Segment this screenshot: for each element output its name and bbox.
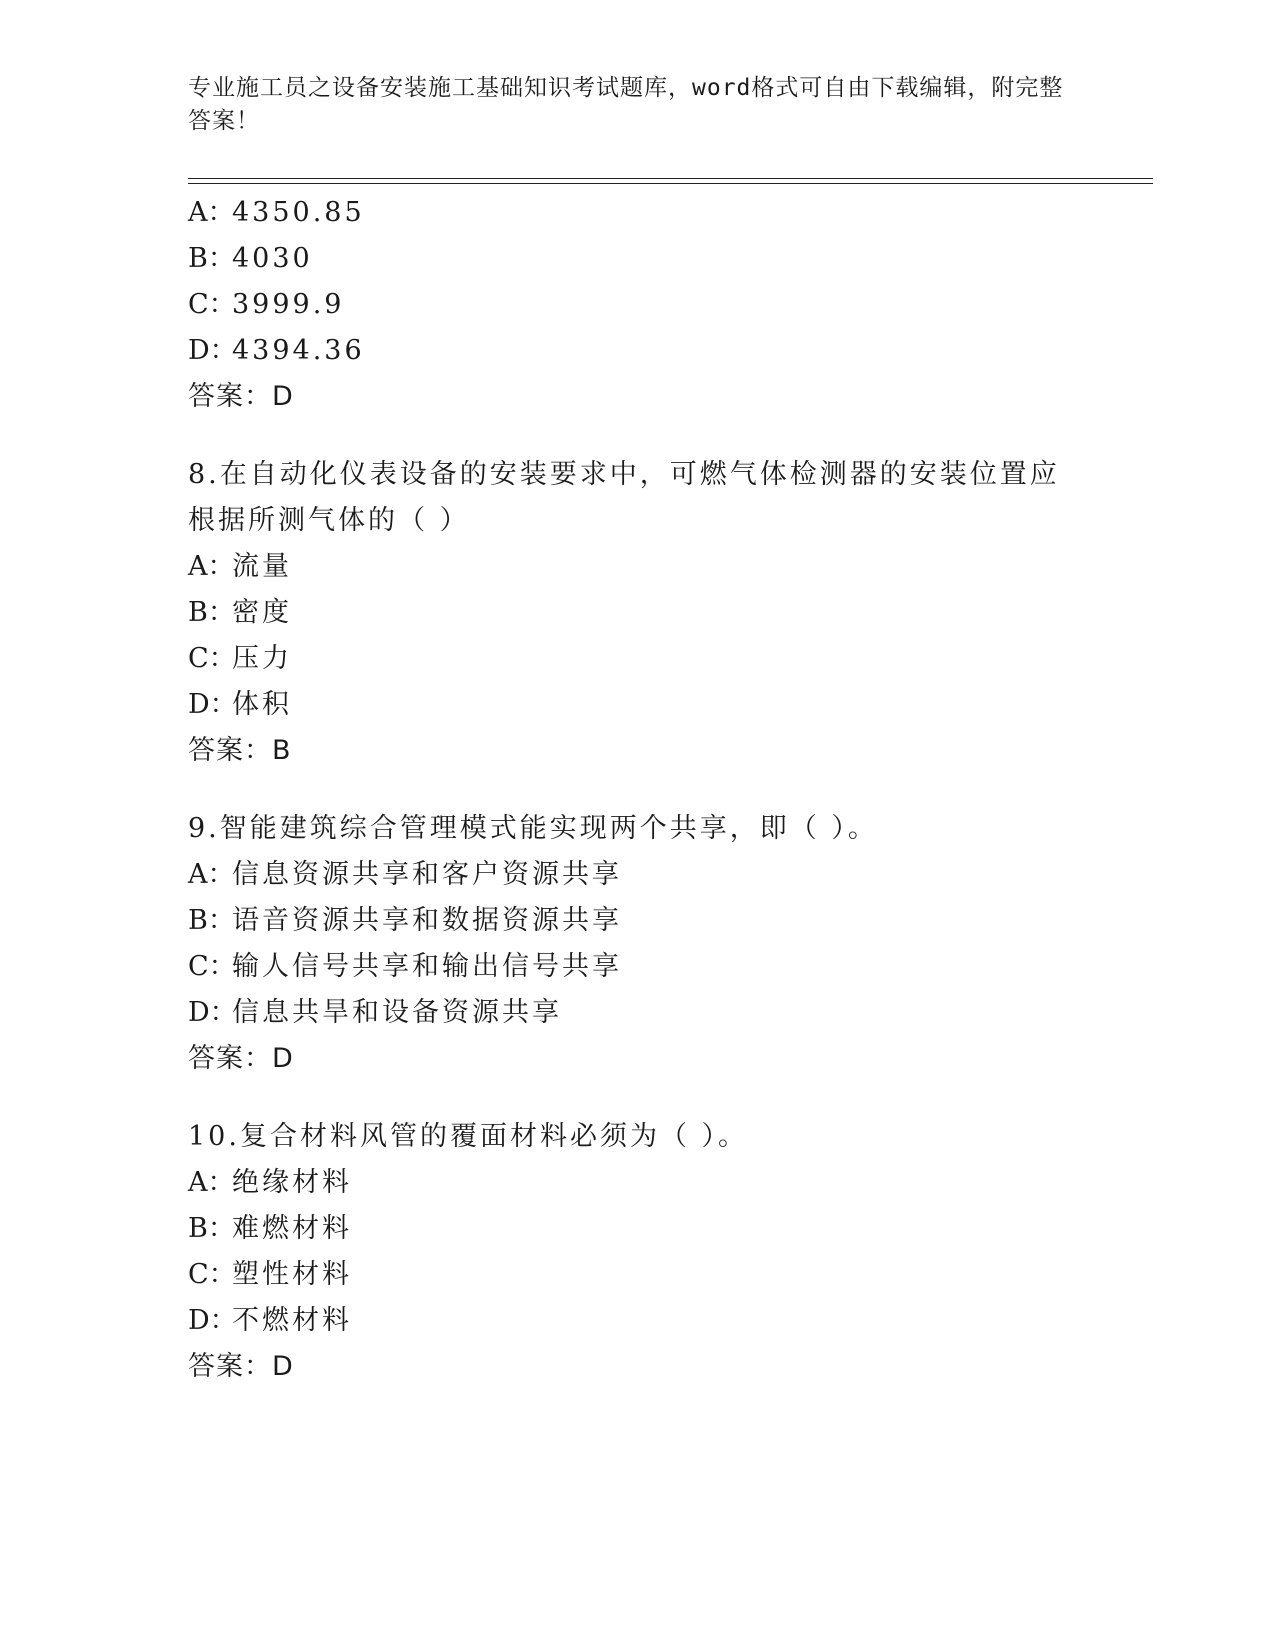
option-letter: C： bbox=[188, 289, 236, 320]
option-a bbox=[188, 190, 1088, 236]
option-b bbox=[188, 1206, 1088, 1252]
option-text: 4394.36 bbox=[232, 335, 365, 366]
option-c bbox=[188, 1252, 1088, 1298]
option-text: 信息共旱和设备资源共享 bbox=[232, 997, 562, 1028]
option-c bbox=[188, 944, 1088, 990]
option-text: 绝缘材料 bbox=[232, 1167, 352, 1198]
option-letter: C： bbox=[188, 643, 236, 674]
question-list bbox=[188, 190, 1088, 1390]
option-b bbox=[188, 590, 1088, 636]
answer-line: 答案：B bbox=[188, 735, 292, 766]
option-text: 信息资源共享和客户资源共享 bbox=[232, 859, 622, 890]
document-header: 专业施工员之设备安装施工基础知识考试题库，word格式可自由下载编辑，附完整答案！ bbox=[188, 75, 1064, 134]
question-9 bbox=[188, 806, 1088, 1082]
option-text: 压力 bbox=[232, 643, 292, 674]
option-text: 输人信号共享和输出信号共享 bbox=[232, 951, 622, 982]
option-d bbox=[188, 328, 1088, 374]
header-divider-bottom bbox=[188, 183, 1153, 184]
option-d bbox=[188, 682, 1088, 728]
option-letter: B： bbox=[188, 243, 235, 274]
option-text: 难燃材料 bbox=[232, 1213, 352, 1244]
option-text: 4030 bbox=[232, 243, 313, 274]
header-divider-top bbox=[188, 178, 1153, 179]
option-letter: D： bbox=[188, 689, 237, 720]
option-text: 3999.9 bbox=[232, 289, 345, 320]
option-letter: B： bbox=[188, 597, 235, 628]
option-text: 语音资源共享和数据资源共享 bbox=[232, 905, 622, 936]
spacer bbox=[188, 1082, 1088, 1114]
spacer bbox=[188, 420, 1088, 452]
option-c bbox=[188, 636, 1088, 682]
option-letter: C： bbox=[188, 1259, 236, 1290]
option-letter: C： bbox=[188, 951, 236, 982]
option-text: 体积 bbox=[232, 689, 292, 720]
option-letter: B： bbox=[188, 1213, 235, 1244]
question-text: 9.智能建筑综合管理模式能实现两个共享，即（ ）。 bbox=[188, 813, 878, 844]
option-text: 密度 bbox=[232, 597, 292, 628]
question-8 bbox=[188, 452, 1088, 774]
option-a bbox=[188, 1160, 1088, 1206]
option-d bbox=[188, 990, 1088, 1036]
answer-line: 答案：D bbox=[188, 1351, 294, 1382]
option-letter: D： bbox=[188, 1305, 237, 1336]
option-b bbox=[188, 236, 1088, 282]
answer-line: 答案：D bbox=[188, 381, 294, 412]
question-text: 10.复合材料风管的覆面材料必须为（ ）。 bbox=[188, 1121, 749, 1152]
option-letter: A： bbox=[188, 859, 235, 890]
option-c bbox=[188, 282, 1088, 328]
question-7 bbox=[188, 190, 1088, 420]
option-a bbox=[188, 852, 1088, 898]
option-a bbox=[188, 544, 1088, 590]
question-10 bbox=[188, 1114, 1088, 1390]
option-letter: A： bbox=[188, 551, 235, 582]
option-d bbox=[188, 1298, 1088, 1344]
option-letter: B： bbox=[188, 905, 235, 936]
option-text: 4350.85 bbox=[232, 197, 365, 228]
spacer bbox=[188, 774, 1088, 806]
option-letter: D： bbox=[188, 997, 237, 1028]
option-b bbox=[188, 898, 1088, 944]
option-letter: A： bbox=[188, 1167, 235, 1198]
question-text: 8.在自动化仪表设备的安装要求中，可燃气体检测器的安装位置应根据所测气体的（ ） bbox=[188, 459, 1060, 536]
option-text: 流量 bbox=[232, 551, 292, 582]
option-text: 不燃材料 bbox=[232, 1305, 352, 1336]
answer-line: 答案：D bbox=[188, 1043, 294, 1074]
option-letter: A： bbox=[188, 197, 235, 228]
option-text: 塑性材料 bbox=[232, 1259, 352, 1290]
option-letter: D： bbox=[188, 335, 237, 366]
